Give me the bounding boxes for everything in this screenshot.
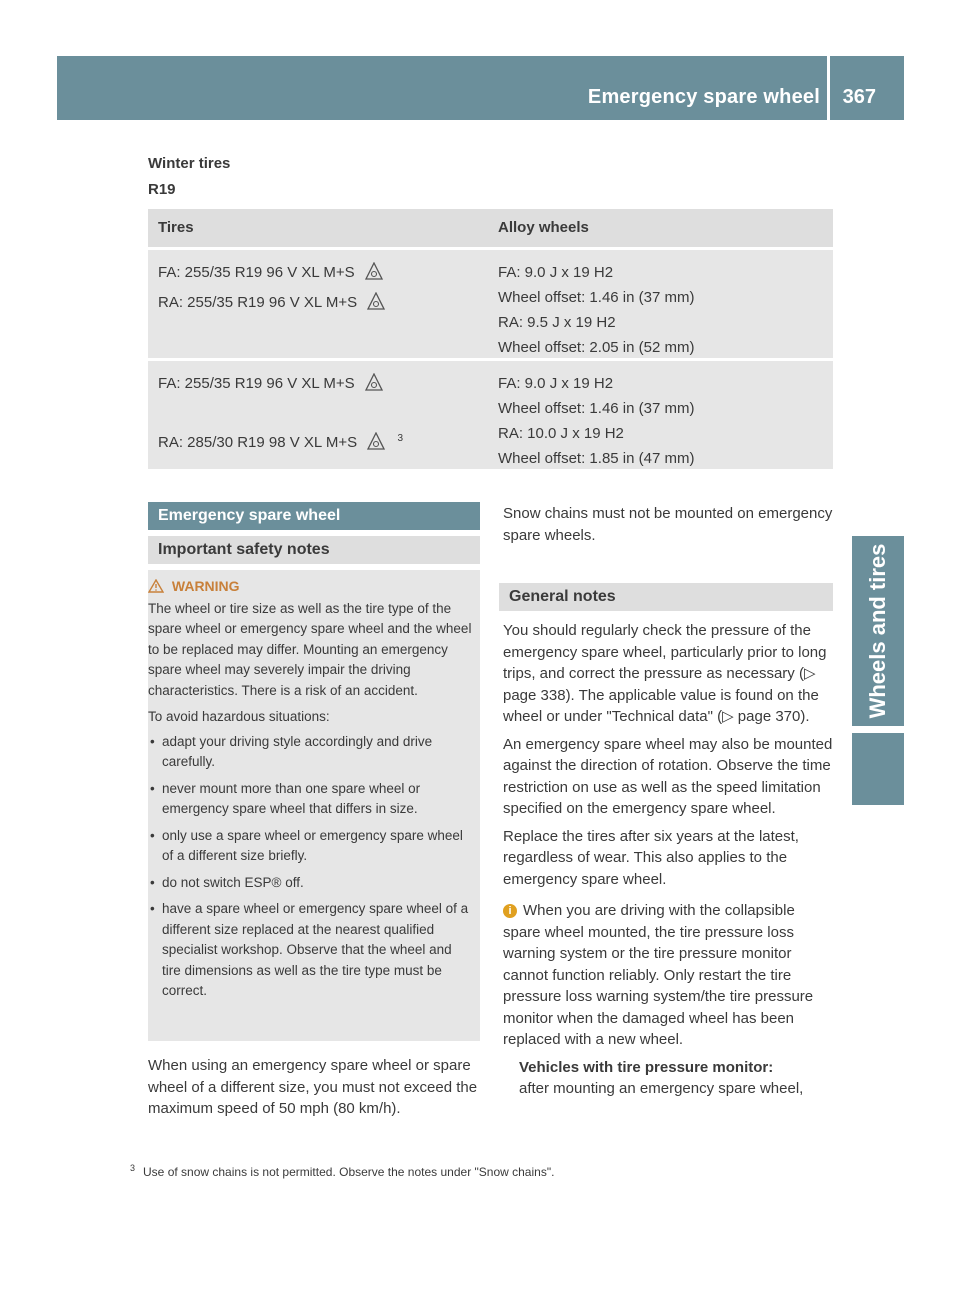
subsection-heading: Important safety notes [148, 536, 480, 564]
page-number: 367 [842, 86, 876, 108]
footnote-ref: 3 [397, 433, 404, 444]
table-cell-tires [148, 250, 488, 358]
warning-triangle-icon [148, 579, 164, 593]
list-item: • never mount more than one spare wheel or emergency spare wheel that differs in size. [148, 779, 474, 820]
speed-limit-text [148, 1055, 483, 1126]
info-text: When you are driving with the collapsible spare wheel mounted, the tire pressure loss warning system or the tire pressure monitor cannot function reliably. Only restart the tire pressure loss warning system/the tire pressure monitor when the damaged wheel has been replaced with a new wheel. [503, 902, 814, 1048]
list-item: • adapt your driving style accordingly and drive carefully. [148, 732, 474, 773]
warning-box [148, 570, 480, 1041]
page-header [57, 56, 904, 120]
wheel-spec: RA: 10.0 J x 19 H2 [498, 425, 624, 442]
list-item: • have a spare wheel or emergency spare wheel of a different size replaced at the nearest qualified specialist workshop. Observe that the wheel and tire dimensions as well as the tire type must be correct. [148, 899, 474, 1002]
snowflake-tire-icon [365, 373, 383, 391]
snowflake-tire-icon [365, 262, 383, 280]
snowflake-tire-icon [367, 292, 385, 310]
footnote-text: Use of snow chains is not permitted. Observe the notes under "Snow chains". [143, 1165, 555, 1179]
table-cell-wheels [488, 250, 833, 358]
section-heading: Emergency spare wheel [148, 502, 480, 530]
tire-spec: RA: 285/30 R19 98 V XL M+S [158, 434, 358, 451]
list-item: • only use a spare wheel or emergency spare wheel of a different size briefly. [148, 826, 474, 867]
section-title: Winter tires [148, 155, 231, 172]
general-notes-body [503, 620, 835, 1100]
table-row [148, 250, 833, 358]
paragraph: When using an emergency spare wheel or spare wheel of a different size, you must not exceed the maximum speed of 50 mph (80 km/h). [148, 1057, 478, 1117]
table-cell-tires [148, 361, 488, 469]
footnote-number: 3 [130, 1163, 136, 1173]
snow-chains-note [503, 503, 833, 552]
info-icon: i [503, 904, 517, 918]
header-divider [827, 56, 830, 120]
header-title: Emergency spare wheel [587, 86, 820, 108]
paragraph: You should regularly check the pressure of the emergency spare wheel, particularly prior to long trips, and correct the pressure as necessary (▷ page 338). The applicable value is found on the wheel or under "Technical data" (▷ page 370). [503, 622, 827, 725]
wheel-spec: Wheel offset: 1.46 in (37 mm) [498, 289, 695, 306]
table-cell-wheels [488, 361, 833, 469]
chapter-tab [852, 536, 904, 726]
tire-line [158, 426, 488, 455]
tpm-note [503, 1057, 835, 1100]
tpm-text: after mounting an emergency spare wheel, [519, 1080, 804, 1097]
tpm-label: Vehicles with tire pressure monitor: [519, 1058, 774, 1076]
footnote [130, 1163, 554, 1179]
table-header-wheels: Alloy wheels [498, 219, 589, 236]
info-note [503, 900, 835, 1051]
wheel-spec: Wheel offset: 1.85 in (47 mm) [498, 450, 695, 467]
table-header [148, 209, 833, 247]
tire-line [158, 260, 488, 285]
warning-title-text: WARNING [171, 578, 240, 594]
tire-table [148, 209, 833, 472]
wheel-spec: FA: 9.0 J x 19 H2 [498, 375, 614, 392]
paragraph: Replace the tires after six years at the latest, regardless of wear. This also applies to the emergency spare wheel. [503, 827, 799, 888]
wheel-spec: Wheel offset: 1.46 in (37 mm) [498, 400, 695, 417]
table-header-tires: Tires [158, 219, 194, 236]
list-item: • do not switch ESP® off. [148, 873, 474, 894]
wheel-spec: FA: 9.0 J x 19 H2 [498, 264, 614, 281]
paragraph: An emergency spare wheel may also be mounted against the direction of rotation. Observe the time restriction on use as well as the speed limitation specified on the emergency spare wheel. [503, 735, 833, 817]
table-row [148, 361, 833, 469]
tire-line [158, 371, 488, 396]
general-notes-heading: General notes [499, 583, 833, 611]
snowflake-tire-icon [367, 432, 385, 450]
tire-spec: FA: 255/35 R19 96 V XL M+S [158, 375, 355, 392]
warning-title [148, 576, 474, 597]
warning-list [148, 732, 474, 1002]
chapter-tab-label: Wheels and tires [865, 543, 890, 719]
chapter-marker [852, 733, 904, 805]
section-subtitle: R19 [148, 181, 176, 198]
wheel-spec: Wheel offset: 2.05 in (52 mm) [498, 339, 695, 356]
warning-intro: To avoid hazardous situations: [148, 709, 330, 724]
paragraph: Snow chains must not be mounted on emergency spare wheels. [503, 505, 833, 544]
tire-spec: FA: 255/35 R19 96 V XL M+S [158, 264, 355, 281]
tire-line [158, 290, 488, 315]
warning-text: The wheel or tire size as well as the tire type of the spare wheel or emergency spare wheel and the wheel to be replaced may differ. Mounting an emergency spare wheel may severely impair the driving characteristics. There is a risk of an accident. [148, 600, 472, 698]
tire-spec: RA: 255/35 R19 96 V XL M+S [158, 294, 358, 311]
wheel-spec: RA: 9.5 J x 19 H2 [498, 314, 616, 331]
